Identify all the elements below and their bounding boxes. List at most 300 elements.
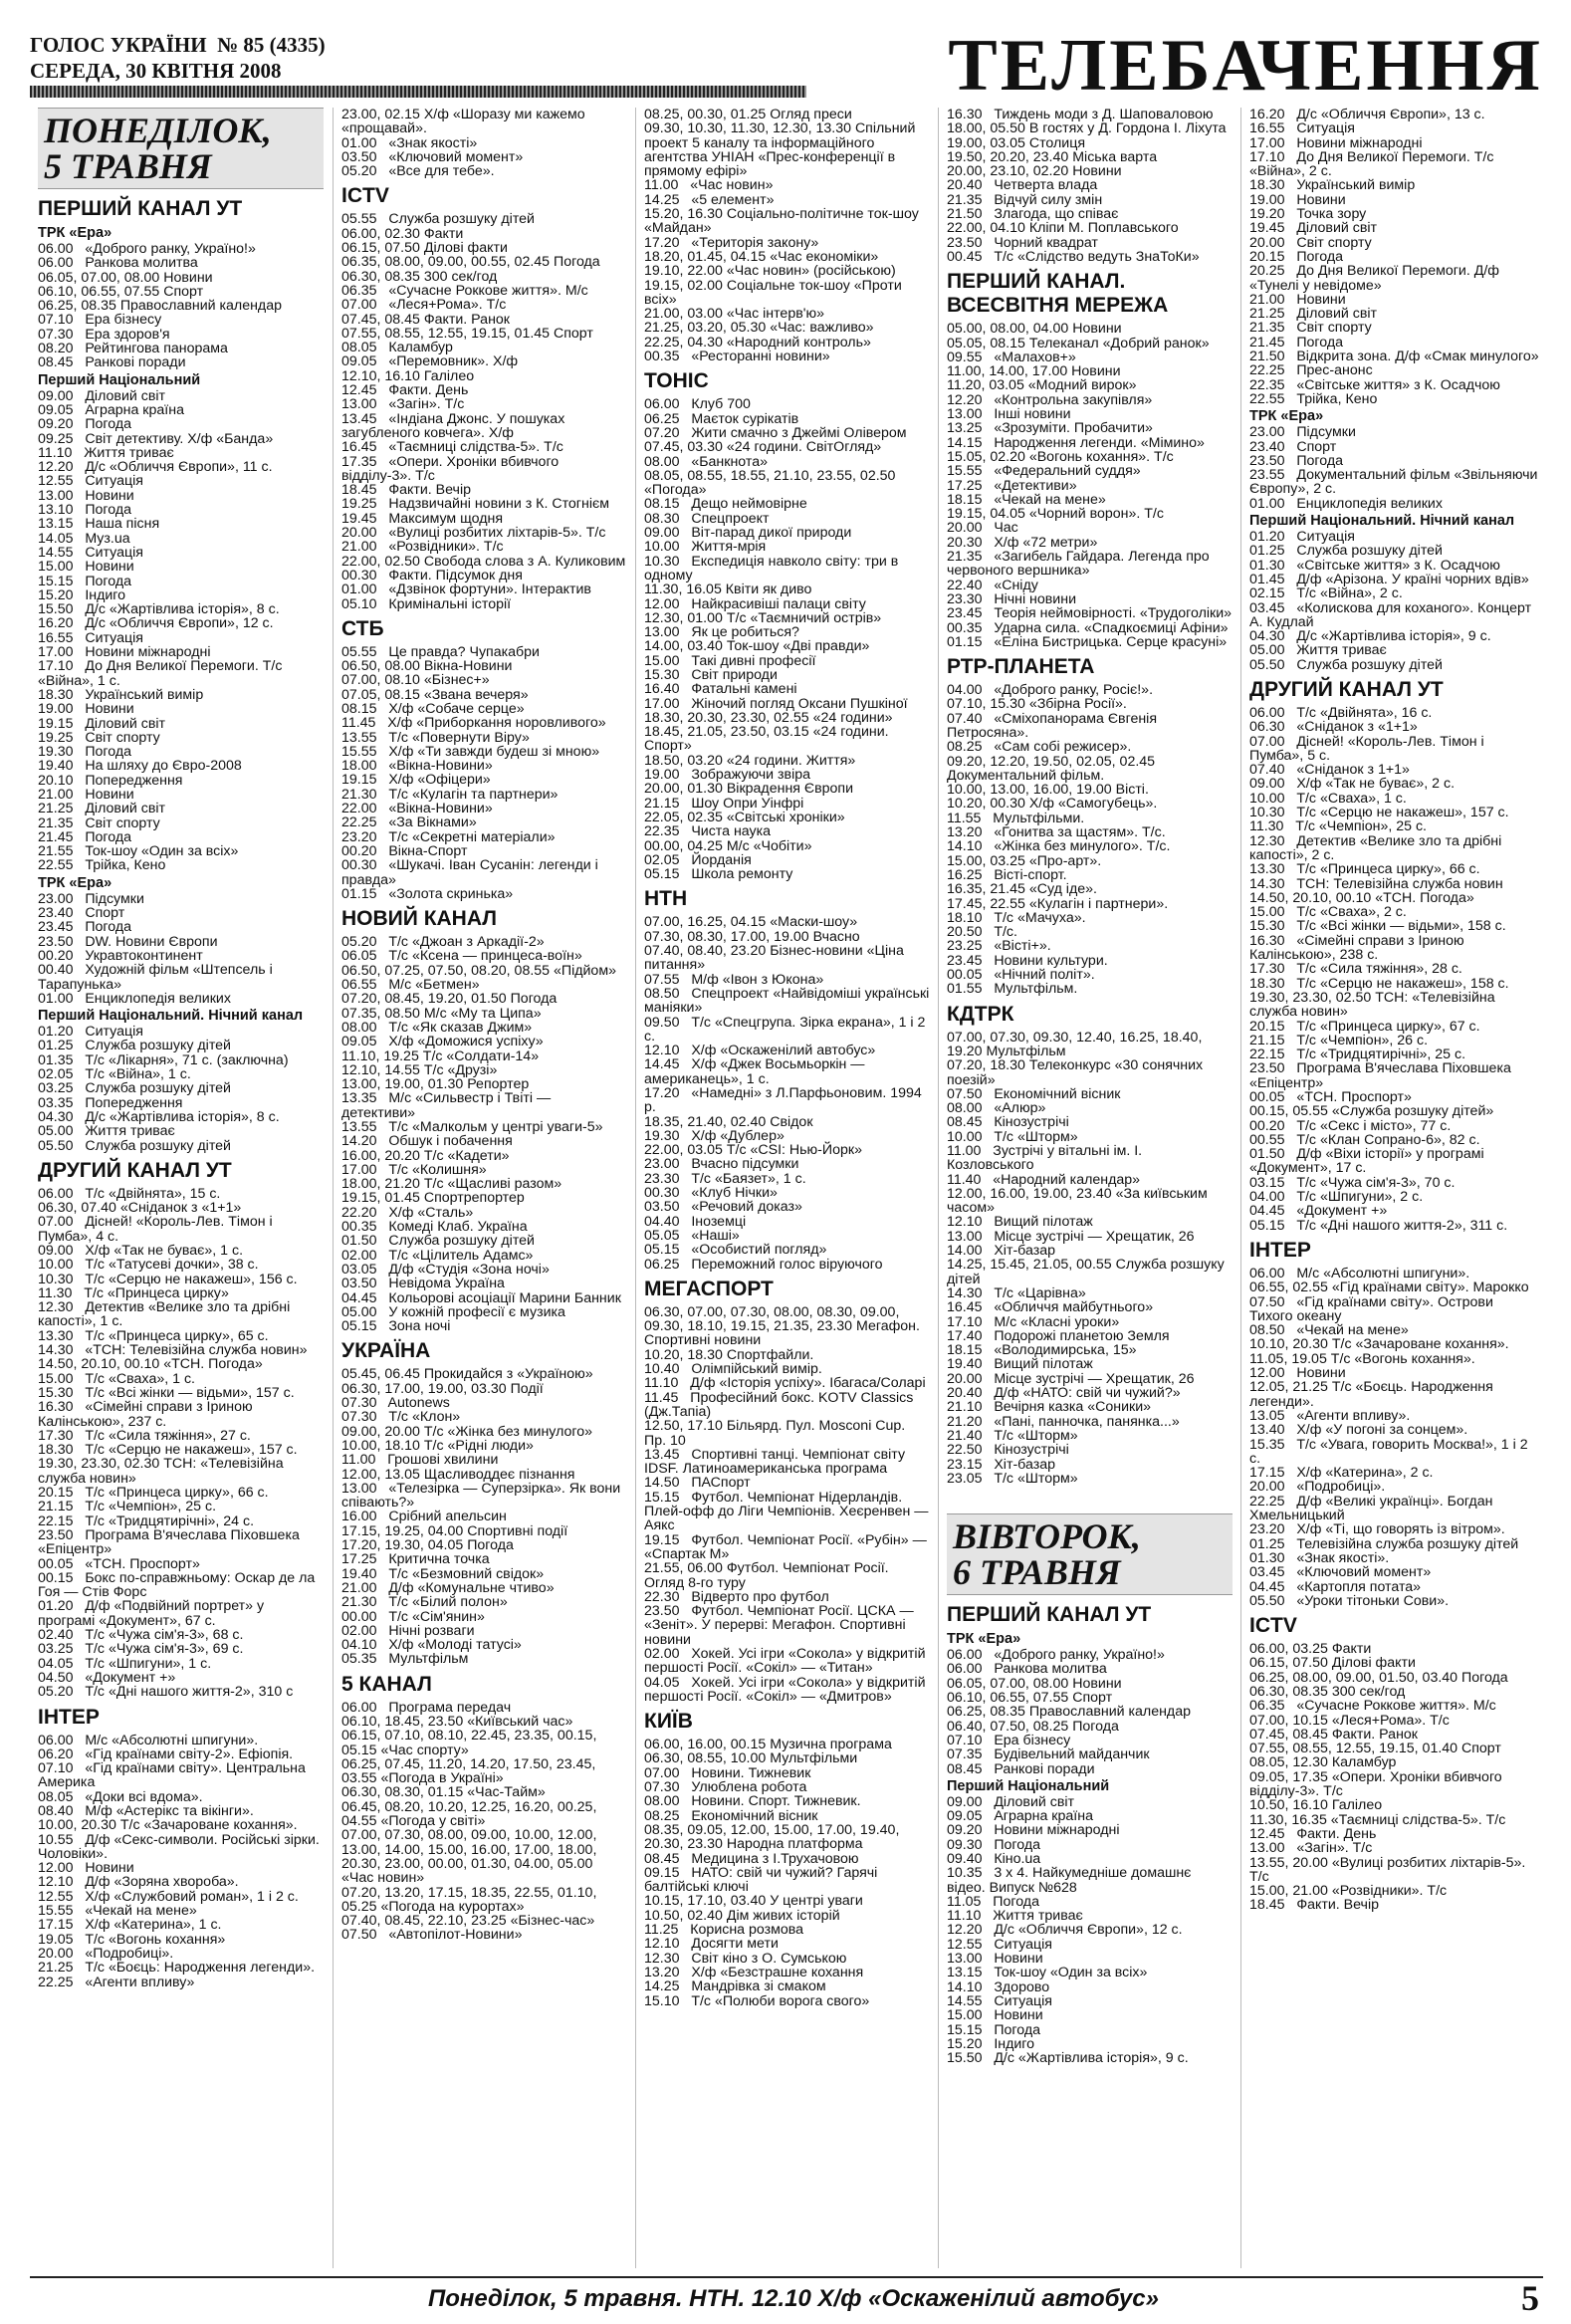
program-line: 17.45, 22.55 «Кулагін і партнери». bbox=[947, 895, 1169, 912]
program-line: 06.10, 18.45, 23.50 «Київський час» bbox=[341, 1713, 573, 1730]
program-line: 14.10 «Жінка без минулого». Т/с. bbox=[947, 838, 1171, 855]
program-line: 23.45 Погода bbox=[38, 919, 132, 936]
program-line: 14.30 ТСН: Телевізійна служба новин bbox=[1249, 875, 1503, 892]
program-line: 06.30, 08.30, 01.15 «Час-Тайм» bbox=[341, 1784, 546, 1801]
program-line: 21.30 Т/с «Кулагін та партнери» bbox=[341, 786, 559, 803]
program-line: 01.25 Служба розшуку дітей bbox=[1249, 543, 1443, 560]
program-line: 10.00 Т/с «Шторм» bbox=[947, 1128, 1078, 1145]
program-line: 07.50 «Гід країнами світу». Острови Тихого океану bbox=[1249, 1293, 1497, 1324]
program-line: 10.30 Т/с «Серцю не накажеш», 157 с. bbox=[1249, 805, 1509, 821]
program-line: 14.05 Муз.ua bbox=[38, 530, 130, 547]
program-line: 15.20 Індиго bbox=[947, 2035, 1035, 2052]
program-line: 12.00 Новини bbox=[38, 1860, 134, 1877]
listing-column-2 bbox=[333, 108, 632, 2268]
program-line: 18.45 Факти. Вечір bbox=[341, 482, 471, 499]
channel-heading: МЕГАСПОРТ bbox=[644, 1277, 774, 1300]
block-subheading: ТРК «Ера» bbox=[1249, 408, 1324, 425]
program-line: 14.00, 03.40 Ток-шоу «Дві правди» bbox=[644, 638, 870, 655]
program-line: 22.40 «Сніду bbox=[947, 577, 1038, 593]
program-line: 07.00 Дісней! «Король-Лев. Тімон і Пумба», 5 с. bbox=[1249, 733, 1488, 764]
block-subheading: ТРК «Ера» bbox=[947, 1631, 1021, 1648]
program-line: 21.50 Злагода, що співає bbox=[947, 206, 1119, 223]
program-line: 13.20 Х/ф «Безстрашне кохання bbox=[644, 1964, 864, 1980]
program-line: 06.30 «Сніданок з «1+1» bbox=[1249, 719, 1418, 736]
program-line: 07.00 «Леся+Рома». Т/с bbox=[341, 297, 507, 314]
program-line: 07.50 Економічний вісник bbox=[947, 1085, 1121, 1102]
program-line: 06.25, 08.00, 09.00, 01.50, 03.40 Погода bbox=[1249, 1669, 1508, 1686]
program-line: 06.35, 08.00, 09.00, 00.55, 02.45 Погода bbox=[341, 254, 600, 271]
program-line: 13.35 М/с «Сильвестр і Твіті — детективи» bbox=[341, 1090, 556, 1121]
channel-heading: КДТРК bbox=[947, 1002, 1014, 1026]
program-line: 06.00, 16.00, 00.15 Музична програма bbox=[644, 1737, 892, 1753]
program-line: 13.00, 19.00, 01.30 Репортер bbox=[341, 1076, 530, 1093]
program-line: 02.05 Йорданія bbox=[644, 851, 752, 868]
program-line: 07.45, 08.45 Факти. Ранок bbox=[1249, 1726, 1418, 1743]
program-line: 10.15, 17.10, 03.40 У центрі уваги bbox=[644, 1893, 863, 1910]
program-line: 07.40 «Сніданок з 1+1» bbox=[1249, 762, 1410, 779]
program-line: 07.40, 08.40, 23.20 Бізнес-новини «Ціна питання» bbox=[644, 943, 908, 974]
program-line: 09.55 «Малахов+» bbox=[947, 349, 1076, 365]
program-line: 07.10 Ера бізнесу bbox=[38, 312, 162, 329]
program-line: 09.00 Діловий світ bbox=[38, 387, 166, 404]
program-line: 21.55, 06.00 Футбол. Чемпіонат Росії. Огляд 8-го туру bbox=[644, 1560, 893, 1591]
program-line: 13.30 Т/с «Принцеса цирку», 66 с. bbox=[1249, 861, 1480, 878]
program-line: 08.05 «Доки всі вдома». bbox=[38, 1788, 203, 1805]
program-line: 06.15, 07.50 Ділові факти bbox=[1249, 1655, 1416, 1672]
program-line: 11.30, 16.05 Квіти як диво bbox=[644, 581, 812, 598]
program-line: 06.30, 08.35 300 сек/год bbox=[1249, 1683, 1406, 1700]
block-subheading: ТРК «Ера» bbox=[38, 874, 112, 891]
program-line: 19.40 Вищий пілотаж bbox=[947, 1356, 1093, 1373]
program-line: 23.40 Спорт bbox=[38, 905, 125, 922]
program-line: 13.00 Новини bbox=[947, 1951, 1043, 1968]
program-line: 06.30, 07.40 «Сніданок з «1+1» bbox=[38, 1200, 242, 1217]
program-line: 06.00 Т/с «Двійнята», 16 с. bbox=[1249, 704, 1433, 721]
program-line: 15.20 Індиго bbox=[38, 586, 126, 603]
program-line: 00.40 Художній фільм «Штепсель і Тарапунька» bbox=[38, 962, 277, 993]
newspaper-masthead bbox=[30, 32, 326, 84]
program-line: 12.00 Найкрасивіші палаци світу bbox=[644, 595, 866, 612]
program-line: 21.35 Світ спорту bbox=[1249, 320, 1372, 337]
program-line: 06.45, 08.20, 10.20, 12.25, 16.20, 00.25, 04.55 «Погода у світі» bbox=[341, 1798, 601, 1830]
program-line: 10.40 Олімпійський вимір. bbox=[644, 1361, 822, 1378]
program-line: 09.40 Кіно.ua bbox=[947, 1850, 1041, 1867]
program-line: 07.30 Т/с «Клон» bbox=[341, 1409, 461, 1426]
program-line: 17.15, 19.25, 04.00 Спортивні події bbox=[341, 1522, 568, 1539]
program-line: 11.00 Зустрічі у вітальні ім. І. Козловського bbox=[947, 1143, 1147, 1174]
channel-heading: ПЕРШИЙ КАНАЛ. ВСЕСВІТНЯ МЕРЕЖА bbox=[947, 270, 1169, 318]
program-line: 07.30 Autonews bbox=[341, 1395, 450, 1412]
channel-heading: УКРАЇНА bbox=[341, 1339, 431, 1363]
program-line: 09.30, 10.30, 11.30, 12.30, 13.30 Спільний проект 5 каналу та інформаційного агентства УНІАН «Прес-конференції в прямому ефірі» bbox=[644, 120, 920, 180]
program-line: 19.05 Т/с «Вогонь кохання» bbox=[38, 1931, 226, 1948]
program-line: 16.30 «Сімейні справи з Іриною Калінською», 238 с. bbox=[1249, 932, 1468, 964]
program-line: 06.30, 17.00, 19.00, 03.30 Події bbox=[341, 1380, 544, 1397]
program-line: 13.00 Місце зустрічі — Хрещатик, 26 bbox=[947, 1228, 1195, 1245]
program-line: 06.40, 07.50, 08.25 Погода bbox=[947, 1718, 1119, 1735]
program-line: 01.25 Служба розшуку дітей bbox=[38, 1038, 231, 1054]
program-line: 09.30 Погода bbox=[947, 1836, 1041, 1853]
program-line: 07.20, 08.45, 19.20, 01.50 Погода bbox=[341, 991, 558, 1008]
program-line: 21.15 Т/с «Чемпіон», 25 с. bbox=[38, 1499, 217, 1515]
program-line: 11.10 Життя триває bbox=[38, 444, 174, 461]
program-line: 18.30, 20.30, 23.30, 02.55 «24 години» bbox=[644, 709, 893, 726]
program-line: 12.10 Х/ф «Оскаженілий автобус» bbox=[644, 1043, 876, 1059]
program-line: 10.00, 18.10 Т/с «Рідні люди» bbox=[341, 1437, 534, 1454]
program-line: 22.20 Х/ф «Сталь» bbox=[341, 1204, 474, 1221]
program-line: 06.25, 07.45, 11.20, 14.20, 17.50, 23.45, 03.55 «Погода в Україні» bbox=[341, 1755, 600, 1787]
program-line: 05.20 Т/с «Джоан з Аркадії-2» bbox=[341, 934, 545, 951]
program-line: 20.00 Час bbox=[947, 520, 1018, 537]
program-line: 20.30 Х/ф «72 метри» bbox=[947, 534, 1098, 551]
program-line: 20.10 Попередження bbox=[38, 772, 183, 789]
program-line: 22.30 Відверто про футбол bbox=[644, 1588, 829, 1605]
program-line: 14.30 Т/с «Царівна» bbox=[947, 1284, 1086, 1301]
program-line: 14.20 Обшук і побачення bbox=[341, 1133, 513, 1150]
program-line: 09.05 Х/ф «Доможися успіху» bbox=[341, 1034, 544, 1050]
program-line: 16.30 Тиждень моди з Д. Шаповаловою bbox=[947, 108, 1214, 122]
program-line: 19.00 Новини bbox=[38, 701, 134, 718]
program-line: 06.00 М/с «Абсолютні шпигуни». bbox=[38, 1732, 259, 1748]
program-line: 00.35 Комеді Клаб. Україна bbox=[341, 1219, 528, 1236]
program-line: 06.00 «Доброго ранку, Україно!» bbox=[947, 1647, 1165, 1664]
program-line: 01.20 Ситуація bbox=[1249, 529, 1355, 546]
page-header bbox=[30, 25, 1543, 107]
program-line: 02.05 Т/с «Війна», 1 с. bbox=[38, 1066, 191, 1083]
program-line: 02.00 Нічні розваги bbox=[341, 1622, 475, 1639]
program-line: 15.00 Новини bbox=[947, 2007, 1043, 2024]
channel-heading: РТР-ПЛАНЕТА bbox=[947, 655, 1095, 679]
program-line: 13.45 Спортивні танці. Чемпіонат світу IDSF. Латиноамериканська програма bbox=[644, 1446, 910, 1478]
program-line: 11.00, 14.00, 17.00 Новини bbox=[947, 363, 1121, 380]
program-line: 01.00 «Дзвінок фортуни». Інтерактив bbox=[341, 581, 591, 598]
program-line: 04.30 Д/с «Жартівлива історія», 9 с. bbox=[1249, 628, 1491, 645]
program-line: 11.55 Мультфільми. bbox=[947, 810, 1085, 826]
program-line: 16.00 Срібний апельсин bbox=[341, 1509, 507, 1525]
program-line: 19.15 Діловий світ bbox=[38, 715, 166, 732]
program-line: 17.30 Т/с «Сила тяжіння», 28 с. bbox=[1249, 961, 1462, 978]
program-line: 04.45 Кольорові асоціації Марини Банник bbox=[341, 1289, 621, 1306]
program-line: 12.20 Д/с «Обличчя Європи», 11 с. bbox=[38, 459, 273, 476]
program-line: 15.15 Погода bbox=[38, 573, 132, 589]
program-line: 18.10 Т/с «Мачуха». bbox=[947, 909, 1086, 926]
program-line: 08.00 Т/с «Як сказав Джим» bbox=[341, 1019, 533, 1036]
program-line: 20.00, 23.10, 02.20 Новини bbox=[947, 163, 1122, 180]
program-line: 13.55 Т/с «Малкольм у центрі уваги-5» bbox=[341, 1119, 603, 1135]
program-line: 01.00 Енциклопедія великих bbox=[38, 990, 231, 1007]
program-line: 22.55 Трійка, Кено bbox=[38, 857, 166, 874]
program-line: 19.10, 22.00 «Час новин» (російською) bbox=[644, 263, 896, 280]
program-line: 20.00 Світ спорту bbox=[1249, 234, 1372, 251]
program-line: 20.00 «Вулиці розбитих ліхтарів-5». Т/с bbox=[341, 525, 606, 542]
program-line: 16.55 Ситуація bbox=[38, 629, 143, 646]
program-line: 16.00, 20.20 Т/с «Кадети» bbox=[341, 1147, 510, 1164]
program-line: 08.05, 12.30 Каламбур bbox=[1249, 1754, 1397, 1771]
page-number: 5 bbox=[1521, 2278, 1539, 2318]
program-line: 17.20 «Намедні» з Л.Парфьоновим. 1994 р. bbox=[644, 1085, 926, 1116]
program-line: 10.00, 13.00, 16.00, 19.00 Вісті. bbox=[947, 782, 1149, 799]
program-line: 07.40, 08.45, 22.10, 23.25 «Бізнес-час» bbox=[341, 1913, 595, 1930]
program-line: 21.00, 03.00 «Час інтерв'ю» bbox=[644, 306, 824, 323]
program-line: 00.20 Укравтоконтинент bbox=[38, 947, 203, 964]
program-line: 07.30, 08.30, 17.00, 19.00 Вчасно bbox=[644, 928, 860, 945]
program-line: 23.45 Новини культури. bbox=[947, 952, 1108, 969]
program-line: 00.45 Т/с «Слідство ведуть ЗнаТоКи» bbox=[947, 248, 1200, 265]
program-line: 21.25 Діловий світ bbox=[1249, 306, 1378, 323]
program-line: 00.30 «Клуб Нічки» bbox=[644, 1185, 778, 1202]
channel-heading: ІНТЕР bbox=[38, 1705, 100, 1729]
program-line: 11.30 Т/с «Чемпіон», 25 с. bbox=[1249, 818, 1428, 835]
program-line: 10.00 Життя-мрія bbox=[644, 539, 767, 556]
program-line: 04.05 Т/с «Шпигуни», 1 с. bbox=[38, 1655, 212, 1672]
program-line: 00.30 «Шукачі. Іван Сусанін: легенди і правда» bbox=[341, 857, 602, 888]
program-line: 04.10 Х/ф «Молоді татусі» bbox=[341, 1637, 522, 1654]
program-line: 18.00, 21.20 Т/с «Щасливі разом» bbox=[341, 1176, 562, 1193]
program-line: 07.55 М/ф «Івон з Юкона» bbox=[644, 971, 824, 988]
program-line: 21.00 Новини bbox=[38, 786, 134, 803]
program-line: 07.00 Новини. Тижневик bbox=[644, 1764, 811, 1781]
program-line: 13.30 Т/с «Принцеса цирку», 65 с. bbox=[38, 1327, 269, 1344]
program-line: 10.10, 20.30 Т/с «Зачароване кохання». bbox=[1249, 1336, 1509, 1353]
program-line: 00.30 Факти. Підсумок дня bbox=[341, 567, 523, 583]
channel-heading: СТБ bbox=[341, 616, 384, 640]
program-line: 12.10 Вищий пілотаж bbox=[947, 1214, 1093, 1231]
program-line: 06.30, 08.35 300 сек/год bbox=[341, 268, 498, 285]
program-line: 15.55 «Федеральний суддя» bbox=[947, 463, 1141, 480]
program-line: 05.15 «Особистий погляд» bbox=[644, 1242, 827, 1259]
program-line: 17.10 М/с «Класні уроки» bbox=[947, 1313, 1120, 1330]
program-line: 15.30 Світ природи bbox=[644, 666, 778, 683]
program-line: 12.00, 16.00, 19.00, 23.40 «За київським часом» bbox=[947, 1185, 1212, 1217]
program-line: 16.55 Ситуація bbox=[1249, 120, 1355, 137]
program-line: 15.30 Т/с «Всі жінки — відьми», 157 с. bbox=[38, 1384, 295, 1401]
program-line: 18.50, 03.20 «24 години. Життя» bbox=[644, 752, 856, 769]
program-line: 22.50 Кінозустрічі bbox=[947, 1442, 1069, 1459]
program-line: 15.00, 03.25 «Про-арт». bbox=[947, 852, 1102, 869]
program-line: 06.25, 08.35 Православний календар bbox=[38, 298, 282, 315]
program-line: 08.05 Каламбур bbox=[341, 340, 453, 356]
program-line: 01.00 «Знак якості» bbox=[341, 134, 478, 151]
block-subheading: Перший Національний. Нічний канал bbox=[38, 1008, 304, 1025]
program-line: 12.45 Факти. День bbox=[341, 382, 469, 399]
program-line: 01.50 Служба розшуку дітей bbox=[341, 1233, 535, 1250]
program-line: 15.00 Т/с «Свахa», 1 с. bbox=[38, 1370, 196, 1387]
program-line: 19.00 Зображуючи звіра bbox=[644, 767, 811, 784]
program-line: 10.00 Т/с «Сваха», 1 с. bbox=[1249, 790, 1407, 807]
program-line: 11.30 Т/с «Принцеса цирку» bbox=[38, 1284, 229, 1301]
program-line: 22.25 Д/ф «Великі українці». Богдан Хмельницький bbox=[1249, 1493, 1497, 1524]
program-line: 23.50 DW. Новини Європи bbox=[38, 933, 218, 950]
program-line: 11.10 Д/ф «Історія успіху». Ібагаса/Соларі bbox=[644, 1375, 926, 1392]
program-line: 14.15 Народження легенди. «Мімино» bbox=[947, 434, 1205, 451]
program-line: 21.50 Відкрита зона. Д/ф «Смак минулого» bbox=[1249, 349, 1539, 365]
program-line: 19.15, 04.05 «Чорний ворон». Т/с bbox=[947, 506, 1164, 523]
program-line: 13.15 Ток-шоу «Один за всіх» bbox=[947, 1965, 1148, 1981]
program-line: 15.10 Т/с «Полюби ворога свого» bbox=[644, 1992, 870, 2009]
program-line: 10.20, 00.30 Х/ф «Самогубець». bbox=[947, 796, 1158, 813]
program-line: 14.55 Ситуація bbox=[947, 1992, 1052, 2009]
program-line: 12.30 Детектив «Велике зло та дрібні капості», 1 с. bbox=[38, 1299, 295, 1330]
program-line: 22.25 Прес-анонс bbox=[1249, 362, 1373, 379]
program-line: 19.40 На шляху до Євро-2008 bbox=[38, 758, 242, 775]
program-line: 05.50 «Уроки тітоньки Сови». bbox=[1249, 1592, 1450, 1609]
program-line: 06.15, 07.10, 08.10, 22.45, 23.35, 00.15, 05.15 «Час спорту» bbox=[341, 1728, 601, 1758]
program-line: 12.30 Світ кіно з О. Сумською bbox=[644, 1950, 847, 1967]
program-line: 11.10, 19.25 Т/с «Солдати-14» bbox=[341, 1047, 540, 1064]
program-line: 21.25, 03.20, 05.30 «Час: важливо» bbox=[644, 320, 874, 337]
program-line: 13.00 Інші новини bbox=[947, 406, 1071, 423]
program-line: 08.45 Кінозустрічі bbox=[947, 1114, 1069, 1131]
spacer bbox=[947, 1486, 1233, 1513]
program-line: 16.20 Д/с «Обличчя Європи», 13 с. bbox=[1249, 108, 1485, 122]
program-line: 23.50 Програма В'ячеслава Піховшека «Епіцентр» bbox=[1249, 1060, 1515, 1091]
program-line: 22.00, 04.10 Кліпи М. Поплавського bbox=[947, 220, 1179, 237]
program-line: 19.30, 23.30, 02.30 ТСН: «Телевізійна служба новин» bbox=[38, 1456, 288, 1487]
program-line: 13.55, 20.00 «Вулиці розбитих ліхтарів-5». Т/с bbox=[1249, 1854, 1530, 1885]
block-subheading: Перший Національний bbox=[947, 1777, 1110, 1794]
program-line: 07.30 Ера здоров'я bbox=[38, 326, 170, 343]
program-line: 04.50 «Документ +» bbox=[38, 1669, 176, 1686]
program-line: 23.20 Х/ф «Ті, що говорять із вітром». bbox=[1249, 1521, 1505, 1538]
program-line: 19.15, 01.45 Спортрепортер bbox=[341, 1190, 525, 1207]
program-line: 22.05, 02.35 «Світські хроніки» bbox=[644, 809, 845, 825]
program-line: 06.25 Маєток сурікатів bbox=[644, 410, 799, 427]
program-line: 17.00 Новини міжнародні bbox=[1249, 134, 1423, 151]
program-line: 21.00 «Розвідники». Т/с bbox=[341, 539, 504, 556]
program-line: 19.40 Т/с «Безмовний свідок» bbox=[341, 1565, 545, 1582]
program-line: 20.15 Погода bbox=[1249, 248, 1344, 265]
program-line: 08.00 «Алюр» bbox=[947, 1100, 1046, 1117]
program-line: 17.00 Жіночий погляд Оксани Пушкіної bbox=[644, 695, 908, 712]
program-line: 11.40 «Народний календар» bbox=[947, 1171, 1141, 1188]
program-line: 15.15 Погода bbox=[947, 2021, 1041, 2038]
program-line: 18.20, 01.45, 04.15 «Час економіки» bbox=[644, 248, 879, 265]
program-line: 16.25 Вісті-спорт. bbox=[947, 866, 1067, 883]
program-line: 18.15 «Чекай на мене» bbox=[947, 491, 1106, 508]
program-line: 17.35 «Опери. Хроніки вбивчого відділу-3». Т/с bbox=[341, 453, 563, 484]
listing-column-4 bbox=[938, 108, 1237, 2268]
program-line: 21.45 Погода bbox=[38, 828, 132, 845]
program-line: 20.00 Місце зустрічі — Хрещатик, 26 bbox=[947, 1370, 1195, 1387]
program-line: 05.45, 06.45 Прокидайся з «Україною» bbox=[341, 1366, 593, 1383]
program-line: 16.30 «Сімейні справи з Іриною Калінською», 237 с. bbox=[38, 1399, 257, 1430]
program-line: 01.45 Д/ф «Арізона. У країні чорних вдів» bbox=[1249, 571, 1529, 587]
program-line: 20.50 Т/с. bbox=[947, 924, 1017, 941]
program-line: 20.00 «Подробиці». bbox=[1249, 1479, 1386, 1496]
featured-program: Понеділок, 5 травня. НТН. 12.10 Х/ф «Оскаженілий автобус» bbox=[428, 2285, 1159, 2312]
program-line: 23.50 Чорний квадрат bbox=[947, 234, 1098, 251]
program-line: 09.15 НАТО: свій чи чужий? Гарячі балтійські ключі bbox=[644, 1864, 882, 1896]
program-line: 09.00, 20.00 Т/с «Жінка без минулого» bbox=[341, 1423, 593, 1440]
program-line: 16.45 «Таємниці слідства-5». Т/с bbox=[341, 439, 563, 456]
program-line: 05.15 Зона ночі bbox=[341, 1318, 451, 1335]
program-line: 01.50 Д/ф «Віхи історії» у програмі «Документ», 17 с. bbox=[1249, 1146, 1488, 1177]
program-line: 02.00 Т/с «Цілитель Адамс» bbox=[341, 1247, 534, 1264]
program-line: 17.00 Т/с «Колишня» bbox=[341, 1161, 487, 1178]
program-line: 08.25 Економічний вісник bbox=[644, 1807, 818, 1824]
program-line: 19.25 Світ спорту bbox=[38, 729, 160, 746]
program-line: 06.50, 08.00 Вікна-Новини bbox=[341, 658, 513, 675]
program-line: 15.00 Т/с «Сваха», 2 с. bbox=[1249, 904, 1407, 921]
program-line: 10.50, 02.40 Дім живих історій bbox=[644, 1907, 840, 1924]
program-line: 13.00 Як це робиться? bbox=[644, 624, 799, 641]
program-line: 06.35 «Сучасне Роккове життя». М/с bbox=[1249, 1698, 1496, 1715]
program-line: 10.00 Т/с «Татусеві дочки», 38 с. bbox=[38, 1257, 259, 1274]
program-line: 03.25 Т/с «Чужа сім'я-3», 69 с. bbox=[38, 1641, 244, 1658]
program-line: 21.20 «Пані, панночка, панянка...» bbox=[947, 1413, 1180, 1430]
program-line: 15.20, 16.30 Соціально-політичне ток-шоу «Майдан» bbox=[644, 206, 923, 237]
program-line: 03.45 «Колискова для коханого». Концерт А. Кудлай bbox=[1249, 599, 1536, 630]
program-line: 01.55 Мультфільм. bbox=[947, 981, 1078, 998]
program-line: 23.00 Підсумки bbox=[38, 890, 144, 907]
block-subheading: Перший Національний. Нічний канал bbox=[1249, 513, 1515, 530]
program-line: 07.20 Жити смачно з Джеймі Олівером bbox=[644, 424, 907, 441]
program-line: 08.50 «Чекай на мене» bbox=[1249, 1322, 1409, 1339]
program-line: 20.15 Т/с «Принцеса цирку», 67 с. bbox=[1249, 1018, 1480, 1035]
program-line: 23.20 Т/с «Секретні матеріали» bbox=[341, 828, 556, 845]
program-line: 17.40 Подорожі планетою Земля bbox=[947, 1327, 1170, 1344]
program-line: 18.00 «Вікна-Новини» bbox=[341, 758, 493, 775]
program-line: 03.35 Попередження bbox=[38, 1094, 183, 1111]
program-line: 23.15 Хіт-базар bbox=[947, 1456, 1055, 1473]
program-line: 07.45, 08.45 Факти. Ранок bbox=[341, 311, 510, 328]
program-line: 10.20, 18.30 Спортфайли. bbox=[644, 1346, 814, 1363]
program-line: 23.30 Нічні новини bbox=[947, 590, 1076, 607]
program-line: 00.55 Т/с «Клан Сопрано-6», 82 с. bbox=[1249, 1131, 1480, 1148]
program-line: 01.15 «Еліна Бистрицька. Серце красуні» bbox=[947, 633, 1228, 650]
program-line: 08.45 Медицина з І.Трухачовою bbox=[644, 1850, 859, 1867]
program-line: 03.50 Невідома Україна bbox=[341, 1276, 505, 1292]
block-subheading: ТРК «Ера» bbox=[38, 225, 112, 241]
program-line: 09.50 Т/с «Спецгрупа. Зірка екрана», 1 і 2 с. bbox=[644, 1014, 930, 1045]
program-line: 19.00 Новини bbox=[1249, 191, 1346, 208]
program-line: 17.15 Х/ф «Катерина», 1 с. bbox=[38, 1917, 222, 1934]
program-line: 13.00 «Загін». Т/с bbox=[341, 396, 465, 413]
program-line: 11.45 Професійний бокс. KOTV Classics (Дж.Тапіа) bbox=[644, 1389, 918, 1420]
program-line: 07.35, 08.50 М/с «Му та Ципа» bbox=[341, 1005, 542, 1022]
program-line: 06.00, 03.25 Факти bbox=[1249, 1641, 1372, 1658]
program-line: 00.15, 05.55 «Служба розшуку дітей» bbox=[1249, 1103, 1494, 1120]
program-line: 06.05, 07.00, 08.00 Новини bbox=[947, 1675, 1122, 1692]
program-line: 19.30 Погода bbox=[38, 744, 132, 761]
channel-heading: ICTV bbox=[1249, 1614, 1297, 1638]
program-line: 13.10 Погода bbox=[38, 502, 132, 519]
program-line: 00.05 «ТСН. Проспорт» bbox=[38, 1555, 200, 1572]
program-line: 15.55 Х/ф «Ти завжди будеш зі мною» bbox=[341, 743, 600, 760]
day-heading: ПОНЕДІЛОК, 5 ТРАВНЯ bbox=[38, 108, 324, 189]
program-line: 06.05, 07.00, 08.00 Новини bbox=[38, 269, 213, 286]
program-line: 00.20 Вікна-Спорт bbox=[341, 842, 468, 859]
program-line: 04.00 «Доброго ранку, Росіє!». bbox=[947, 682, 1154, 699]
program-line: 12.55 Ситуація bbox=[38, 473, 143, 490]
program-line: 12.10 Досягти мети bbox=[644, 1936, 779, 1953]
program-line: 11.00 «Час новин» bbox=[644, 177, 774, 194]
program-line: 05.35 Мультфільм bbox=[341, 1651, 469, 1668]
program-line: 19.45 Максимум щодня bbox=[341, 510, 504, 527]
program-line: 12.00, 13.05 Щасливоддеє пізнання bbox=[341, 1466, 575, 1483]
program-line: 17.25 Критична точка bbox=[341, 1551, 490, 1568]
program-line: 22.55 Трійка, Кено bbox=[1249, 390, 1378, 407]
program-line: 06.05 Т/с «Ксена — принцеса-воїн» bbox=[341, 948, 582, 965]
program-line: 21.10 Вечірня казка «Соники» bbox=[947, 1399, 1152, 1416]
program-line: 08.20 Рейтингова панорама bbox=[38, 341, 228, 357]
program-line: 11.30, 16.35 «Таємниці слідства-5». Т/с bbox=[1249, 1811, 1506, 1828]
program-line: 10.30 Т/с «Серцю не накажеш», 156 с. bbox=[38, 1271, 298, 1287]
program-line: 06.25, 08.35 Православний календар bbox=[947, 1704, 1191, 1721]
program-line: 08.25, 00.30, 01.25 Огляд преси bbox=[644, 108, 852, 122]
program-line: 05.15 Школа ремонту bbox=[644, 866, 793, 883]
program-line: 14.50, 20.10, 00.10 «ТСН. Погода» bbox=[1249, 889, 1474, 906]
